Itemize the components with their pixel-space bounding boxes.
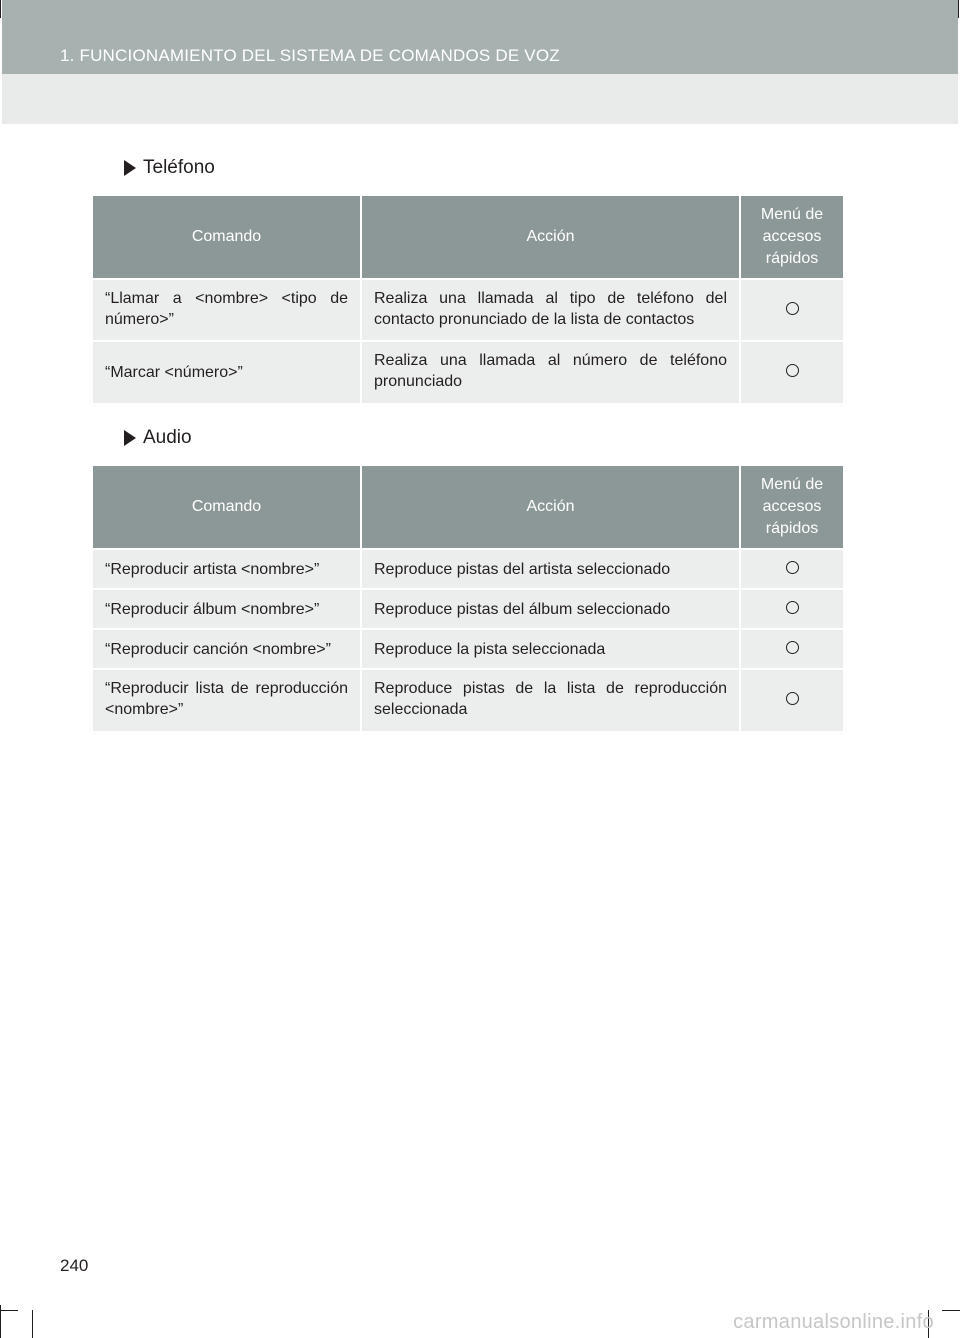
column-header-menu [740, 466, 843, 549]
shortcut-cell [740, 669, 843, 731]
header-sub-band [2, 74, 958, 124]
circle-mark-icon [786, 364, 799, 377]
table-row [93, 341, 843, 403]
triangle-bullet-icon [124, 160, 136, 176]
column-header-accion: Acción [361, 466, 740, 549]
shortcut-cell [740, 549, 843, 589]
column-header-accion: Acción [361, 196, 740, 279]
action-cell: Reproduce pistas del álbum seleccionado [361, 589, 740, 629]
command-cell: “Reproducir álbum <nombre>” [93, 589, 361, 629]
crop-mark [958, 0, 959, 18]
table-header-row [93, 196, 843, 279]
table-header-row [93, 466, 843, 549]
action-cell: Realiza una llamada al número de teléfono pronunciado [361, 341, 740, 403]
column-header-comando: Comando [93, 196, 361, 279]
shortcut-cell [740, 341, 843, 403]
watermark: carmanualsonline.info [733, 1311, 934, 1333]
table-row [93, 549, 843, 589]
action-cell: Reproduce pistas del artista seleccionado [361, 549, 740, 589]
telefono-commands-table [93, 196, 843, 403]
table-row [93, 669, 843, 731]
section-heading-text: Teléfono [143, 157, 215, 178]
page-number: 240 [60, 1256, 89, 1275]
command-cell: “Reproducir artista <nombre>” [93, 549, 361, 589]
column-header-comando: Comando [93, 466, 361, 549]
command-text: “Marcar <número>” [105, 364, 243, 381]
table-row [93, 629, 843, 669]
command-cell: “Llamar a <nombre> <tipo de número>” [93, 279, 361, 341]
action-cell: Reproduce la pista seleccionada [361, 629, 740, 669]
action-cell: Reproduce pistas de la lista de reproducción seleccionada [361, 669, 740, 731]
command-cell: “Reproducir lista de reproducción <nombre>” [93, 669, 361, 731]
circle-mark-icon [786, 641, 799, 654]
action-cell: Realiza una llamada al tipo de teléfono del contacto pronunciado de la lista de contactos [361, 279, 740, 341]
section-heading-telefono [124, 157, 215, 179]
column-header-menu-text: Menú de accesos rápidos [760, 206, 824, 267]
command-cell: “Reproducir canción <nombre>” [93, 629, 361, 669]
table-row [93, 589, 843, 629]
shortcut-cell [740, 279, 843, 341]
circle-mark-icon [786, 561, 799, 574]
table-row [93, 279, 843, 341]
crop-mark [0, 1310, 18, 1311]
section-heading-text: Audio [143, 427, 192, 448]
crop-mark [942, 1310, 960, 1311]
shortcut-cell [740, 629, 843, 669]
circle-mark-icon [786, 302, 799, 315]
column-header-menu [740, 196, 843, 279]
column-header-menu-text: Menú de accesos rápidos [760, 476, 824, 537]
triangle-bullet-icon [124, 430, 136, 446]
crop-mark [0, 0, 1, 18]
section-heading-audio [124, 427, 192, 449]
shortcut-cell [740, 589, 843, 629]
circle-mark-icon [786, 692, 799, 705]
audio-commands-table [93, 466, 843, 731]
command-cell [93, 341, 361, 403]
crop-mark [32, 1310, 33, 1338]
chapter-title: 1. FUNCIONAMIENTO DEL SISTEMA DE COMANDOS DE VOZ [60, 46, 560, 65]
circle-mark-icon [786, 601, 799, 614]
